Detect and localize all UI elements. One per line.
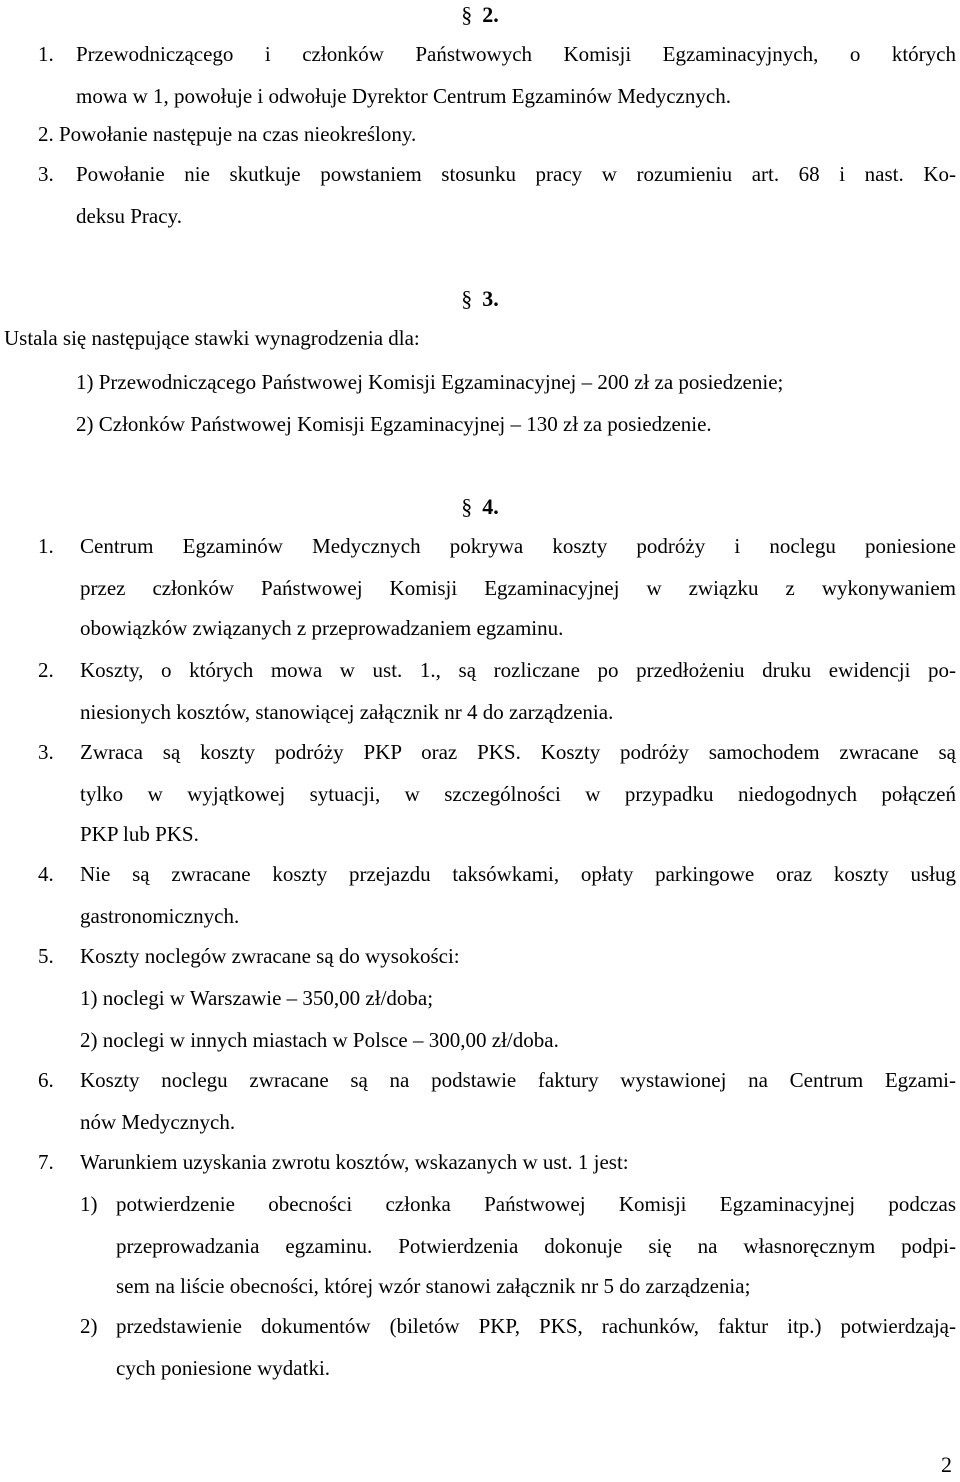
list-item-number: 2) [80,1314,98,1338]
section-heading-3 [0,286,960,312]
paragraph-number: 2. [38,658,54,682]
paragraph-text: przez członków Państwowej Komisji Egzaminacyjnej w związku z wykonywaniem [80,576,956,600]
paragraph-text: Koszty, o których mowa w ust. 1., są rozliczane po przedłożeniu druku ewidencji po- [80,658,956,682]
paragraph-number: 3. [38,162,54,186]
section-sign: § [461,286,473,311]
list-item: 2) noclegi w innych miastach w Polsce – 300,00 zł/doba. [80,1028,559,1052]
paragraph-text: Ustala się następujące stawki wynagrodzenia dla: [4,326,420,350]
paragraph-text: gastronomicznych. [80,904,240,928]
paragraph-text: Przewodniczącego i członków Państwowych Komisji Egzaminacyjnych, o których [76,42,956,66]
paragraph-text: Nie są zwracane koszty przejazdu taksówkami, opłaty parkingowe oraz koszty usług [80,862,956,886]
list-item: 1) noclegi w Warszawie – 350,00 zł/doba; [80,986,434,1010]
section-heading-2 [0,2,960,28]
list-item: potwierdzenie obecności członka Państwowej Komisji Egzaminacyjnej podczas [116,1192,956,1216]
paragraph-text: PKP lub PKS. [80,822,199,846]
paragraph-number: 7. [38,1150,54,1174]
paragraph-text: Powołanie nie skutkuje powstaniem stosunku pracy w rozumieniu art. 68 i nast. Ko- [76,162,956,186]
section-number: 2. [482,2,499,27]
paragraph-text: niesionych kosztów, stanowiącej załącznik nr 4 do zarządzenia. [80,700,614,724]
paragraph-text: Warunkiem uzyskania zwrotu kosztów, wskazanych w ust. 1 jest: [80,1150,629,1174]
paragraph-number: 1. [38,534,54,558]
section-sign: § [461,494,473,519]
list-item: 2) Członków Państwowej Komisji Egzaminacyjnej – 130 zł za posiedzenie. [76,412,712,436]
section-number: 3. [482,286,499,311]
paragraph-text: nów Medycznych. [80,1110,236,1134]
paragraph-text: Centrum Egzaminów Medycznych pokrywa koszty podróży i noclegu poniesione [80,534,956,558]
paragraph-number: 3. [38,740,54,764]
paragraph-text: 2. Powołanie następuje na czas nieokreślony. [38,122,417,146]
list-item: 1) Przewodniczącego Państwowej Komisji Egzaminacyjnej – 200 zł za posiedzenie; [76,370,784,394]
paragraph-text: Zwraca są koszty podróży PKP oraz PKS. Koszty podróży samochodem zwracane są [80,740,956,764]
section-sign: § [461,2,473,27]
list-item-number: 1) [80,1192,98,1216]
paragraph-text: deksu Pracy. [76,204,182,228]
list-item: przedstawienie dokumentów (biletów PKP, PKS, rachunków, faktur itp.) potwierdzają- [116,1314,956,1338]
list-item: cych poniesione wydatki. [116,1356,331,1380]
paragraph-text: mowa w 1, powołuje i odwołuje Dyrektor Centrum Egzaminów Medycznych. [76,84,731,108]
paragraph-text: tylko w wyjątkowej sytuacji, w szczególności w przypadku niedogodnych połączeń [80,782,956,806]
section-number: 4. [482,494,499,519]
paragraph-text: obowiązków związanych z przeprowadzaniem egzaminu. [80,616,564,640]
paragraph-number: 6. [38,1068,54,1092]
paragraph-text: Koszty noclegów zwracane są do wysokości: [80,944,460,968]
list-item: przeprowadzania egzaminu. Potwierdzenia dokonuje się na własnoręcznym podpi- [116,1234,956,1258]
section-heading-4 [0,494,960,520]
page-number: 2 [941,1452,952,1477]
paragraph-number: 4. [38,862,54,886]
list-item: sem na liście obecności, której wzór stanowi załącznik nr 5 do zarządzenia; [116,1274,751,1298]
paragraph-number: 5. [38,944,54,968]
paragraph-text: Koszty noclegu zwracane są na podstawie faktury wystawionej na Centrum Egzami- [80,1068,956,1092]
paragraph-number: 1. [38,42,54,66]
